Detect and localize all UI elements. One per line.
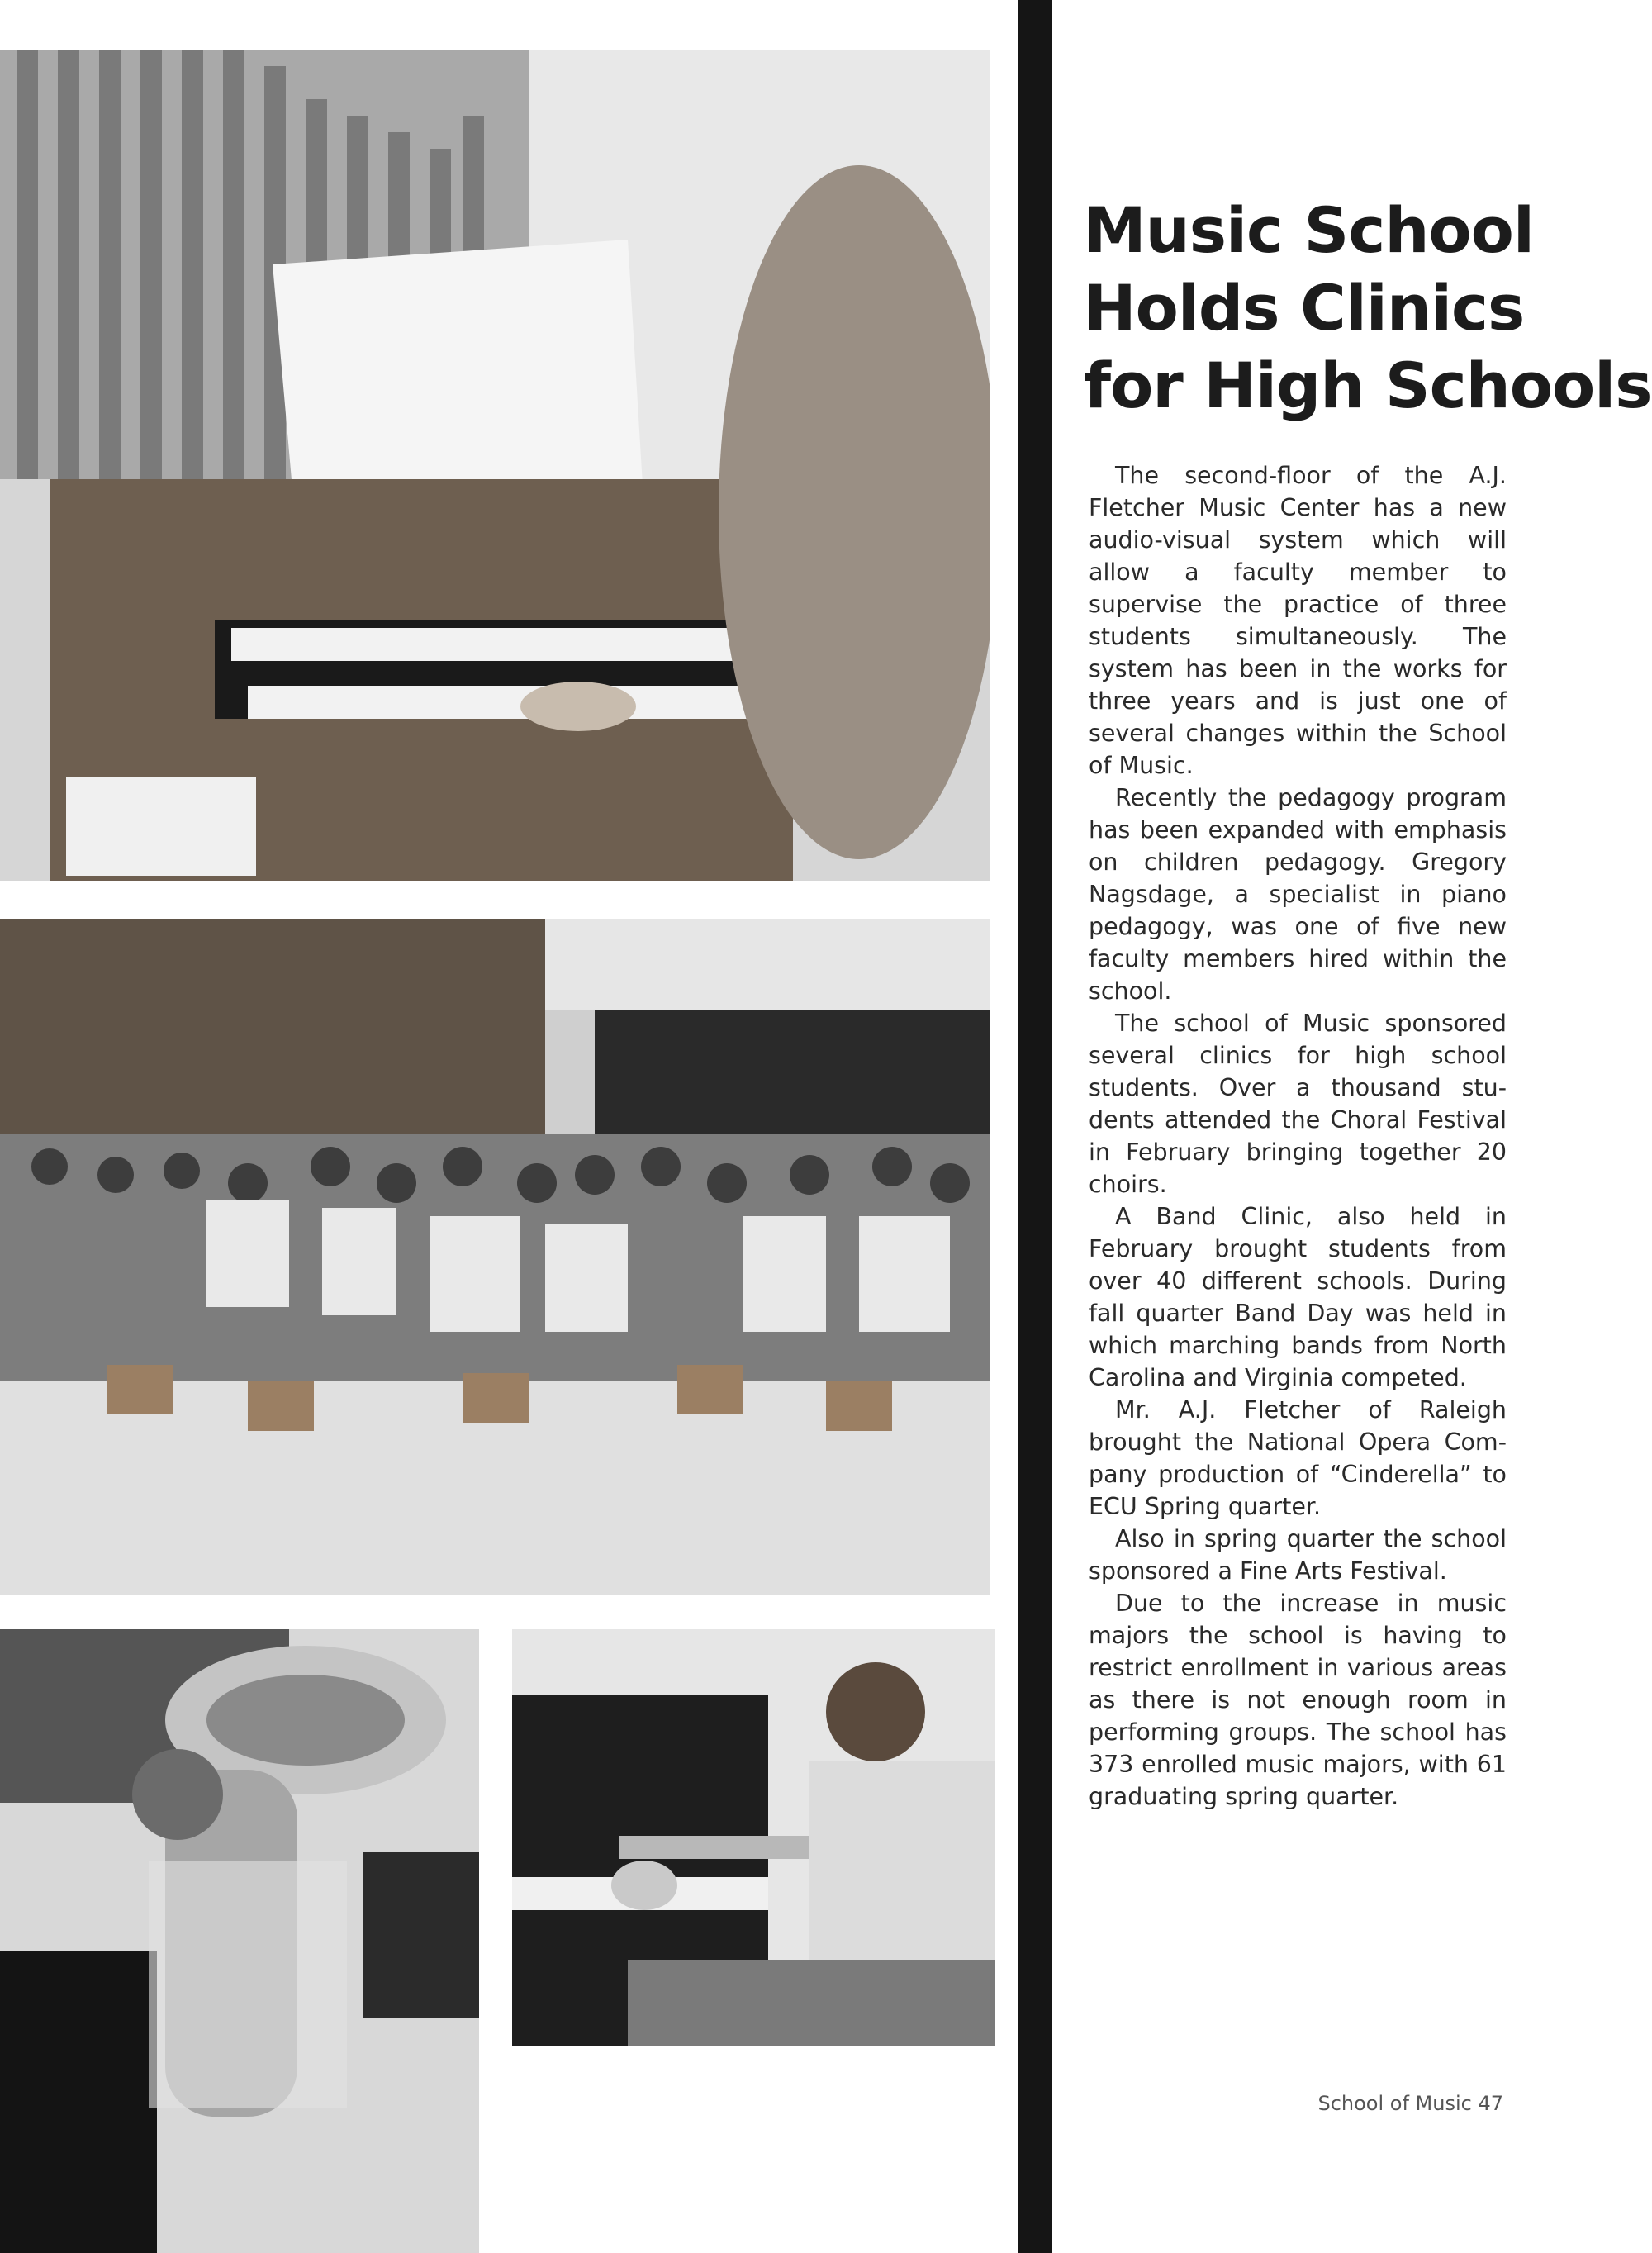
page-folio: School of Music 47 — [1317, 2092, 1503, 2115]
headline-line-2: Holds Clinics — [1084, 271, 1525, 345]
article-paragraph: Due to the increase in music majors the school is having to restrict enrollment in various areas as there is not enough room in performing groups. The school has 373 enrolled music majors, with 61 graduating spring quarter. — [1089, 1590, 1507, 1810]
article-body — [1089, 459, 1507, 1813]
article-paragraph: The second-floor of the A.J. Fletcher Music Center has a new audio-visual system which will allow a faculty member to supervise the practice of three students simultaneously. The system has been in the works for three years and is just one of several changes within the School of Music. — [1089, 462, 1507, 779]
photo-tuba-player — [0, 1629, 479, 2253]
headline-line-1: Music School — [1084, 193, 1534, 267]
photo-trumpet-player — [512, 1629, 995, 2046]
article-paragraph: Recently the pedagogy program has been expanded with emphasis on children pedagogy. Gregory Nagsdage, a specialist in piano pedagogy, was one of five new faculty members hired within the school. — [1089, 784, 1507, 1005]
headline-line-3: for High Schools — [1084, 349, 1652, 422]
headline — [1084, 192, 1652, 425]
article-paragraph: A Band Clinic, also held in February brought students from over 40 different schools. During fall quarter Band Day was held in which marching bands from North Carolina and Virginia competed. — [1089, 1203, 1507, 1391]
photo-choral-clinic — [0, 919, 990, 1595]
vertical-divider-bar — [1018, 0, 1052, 2253]
article-paragraph: The school of Music sponsored several clinics for high school students. Over a thousand students attended the Choral Festival in February bringing together 20 choirs. — [1089, 1010, 1507, 1198]
photo-organ-student — [0, 50, 990, 881]
article-paragraph: Mr. A.J. Fletcher of Raleigh brought the National Opera Company production of “Cinderella” to ECU Spring quarter. — [1089, 1396, 1507, 1520]
article-paragraph: Also in spring quarter the school sponsored a Fine Arts Festival. — [1089, 1525, 1507, 1585]
